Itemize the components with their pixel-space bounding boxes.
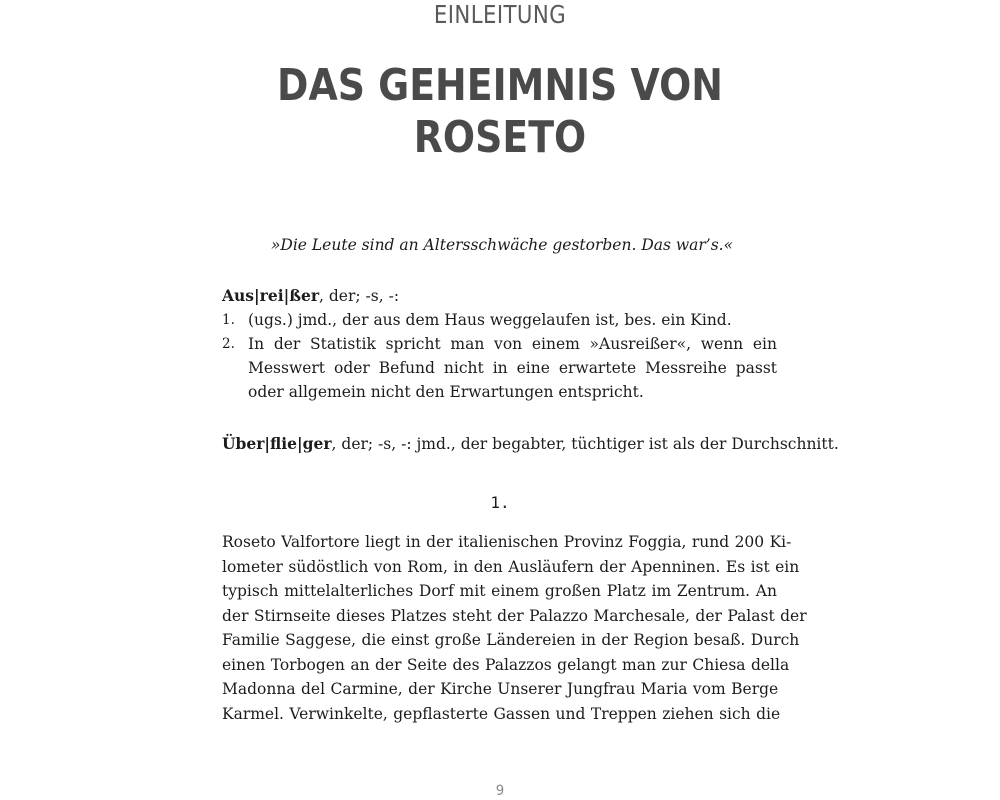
body-line: Madonna del Carmine, der Kirche Unserer Jungfrau Maria vom Berge: [222, 680, 779, 698]
entry-text: , der; -s, -: jmd., der begabter, tüchtiger ist als der Durchschnitt.: [331, 435, 839, 453]
page-number: 9: [495, 783, 505, 799]
chapter-title: [199, 60, 801, 164]
definition-text: (ugs.) jmd., der aus dem Haus weggelaufen ist, bes. ein Kind.: [248, 311, 732, 329]
section-number: 1.: [490, 493, 510, 512]
dictionary-entry-ueberflieger: [222, 432, 839, 456]
chapter-label: EINLEITUNG: [433, 0, 567, 29]
definition-item: [222, 308, 777, 332]
definition-item: [222, 332, 777, 404]
body-line: lometer südöstlich von Rom, in den Ausläufern der Apenninen. Es ist ein: [222, 557, 800, 576]
definition-number: 1.: [222, 312, 235, 328]
dictionary-entry-ausreisser: [222, 284, 777, 404]
definition-text: In der Statistik spricht man von einem »Ausreißer«, wenn ein Messwert oder Befund nicht in eine erwartete Messreihe passt oder allgemein nicht den Erwartungen entspricht.: [248, 335, 777, 401]
body-line: typisch mittelalterliches Dorf mit einem großen Platz im Zentrum. An: [222, 582, 777, 600]
body-line: Karmel. Verwinkelte, gepflasterte Gassen und Treppen ziehen sich die: [222, 704, 781, 723]
body-line: Familie Saggese, die einst große Ländereien in der Region besaß. Durch: [222, 631, 800, 649]
entry-grammar: , der; -s, -:: [319, 287, 400, 305]
epigraph: »Die Leute sind an Altersschwäche gestorben. Das war’s.«: [270, 236, 734, 254]
body-line: einen Torbogen an der Seite des Palazzos gelangt man zur Chiesa della: [222, 655, 790, 674]
definition-list: [222, 308, 777, 404]
chapter-title-line-2: ROSETO: [413, 112, 587, 163]
body-line: Roseto Valfortore liegt in der italienischen Provinz Foggia, rund 200 Ki-: [222, 533, 792, 551]
entry-headword: Über|flie|ger: [222, 434, 332, 453]
entry-head: [222, 284, 777, 308]
chapter-title-line-1: DAS GEHEIMNIS VON: [277, 60, 723, 111]
entry-headword: Aus|rei|ßer: [222, 286, 320, 305]
body-line: der Stirnseite dieses Platzes steht der Palazzo Marchesale, der Palast der: [222, 606, 807, 625]
definition-number: 2.: [222, 336, 235, 352]
body-paragraph: [222, 530, 807, 726]
